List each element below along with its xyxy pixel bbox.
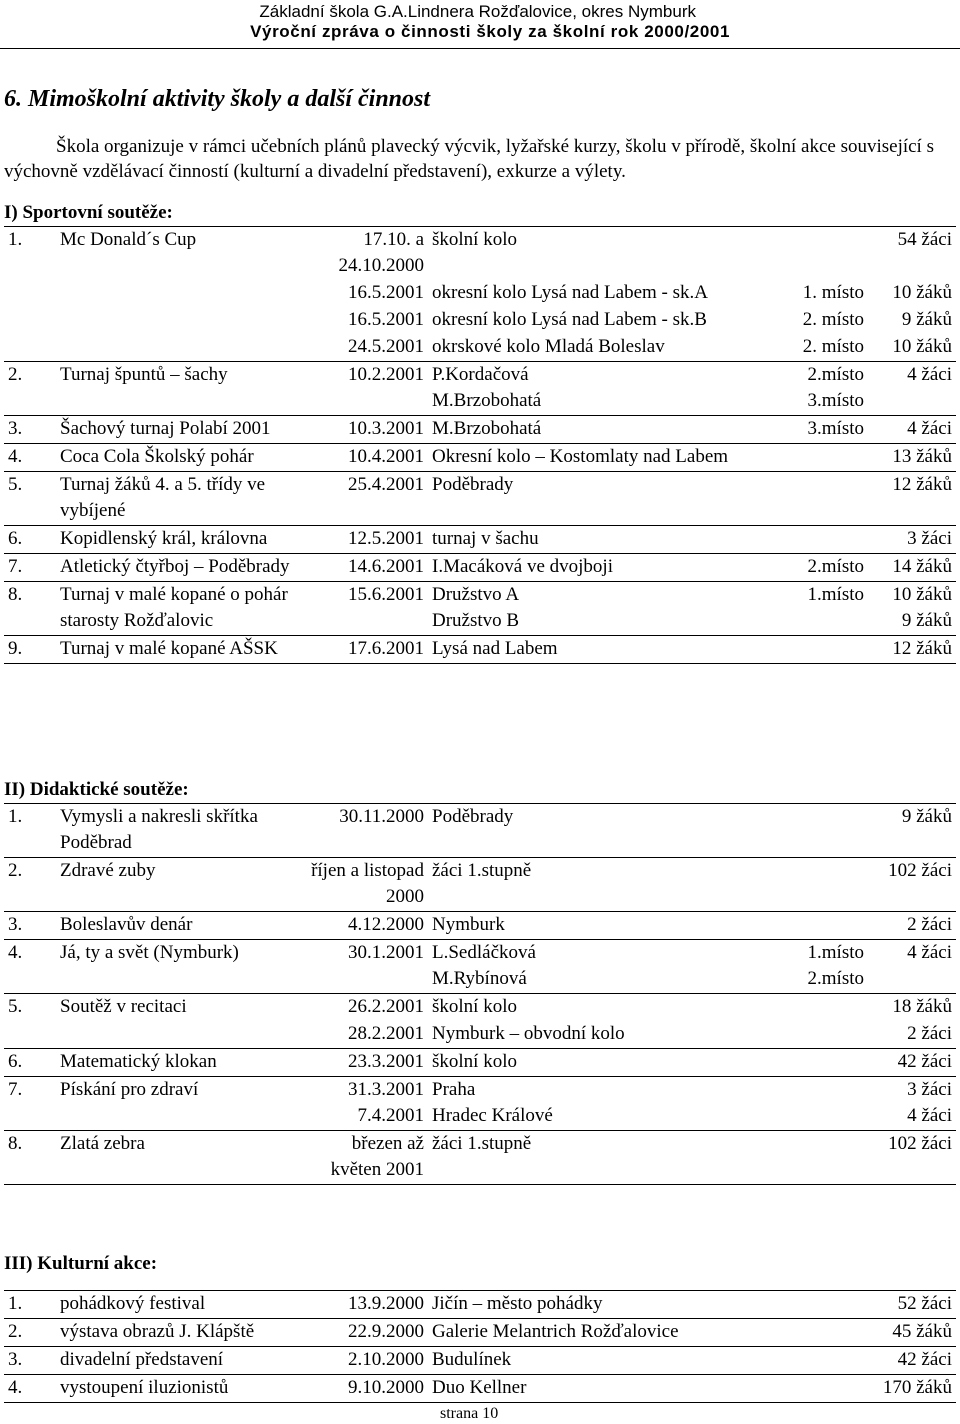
cell-name	[58, 280, 306, 307]
cell-n	[4, 280, 58, 307]
table-row	[4, 1375, 956, 1403]
cell-place: 1. místo	[802, 282, 864, 303]
cell-name	[58, 1021, 306, 1049]
cell-event: Nymburk	[426, 912, 778, 940]
cell-count: 42 žáci	[866, 1049, 956, 1077]
cell-count: 4 žáci	[866, 362, 956, 416]
cultural-table	[4, 1290, 956, 1403]
table-row	[4, 416, 956, 444]
table-row	[4, 636, 956, 664]
cell-place	[778, 1077, 866, 1131]
cell-event: Budulínek	[426, 1347, 778, 1375]
cell-event: Poděbrady	[426, 472, 778, 526]
cell-n: 2.	[4, 1319, 58, 1347]
cell-event: I.Macáková ve dvojboji	[426, 554, 778, 582]
cell-name: výstava obrazů J. Klápště	[58, 1319, 306, 1347]
table-row	[4, 526, 956, 554]
table-row	[4, 1049, 956, 1077]
cell-n: 6.	[4, 526, 58, 554]
cell-count: 102 žáci	[866, 1131, 956, 1185]
cell-n: 2.	[4, 362, 58, 416]
cell-name: Zdravé zuby	[58, 858, 306, 912]
table-row	[4, 334, 956, 362]
cell-name	[58, 334, 306, 362]
cell-n: 7.	[4, 554, 58, 582]
cell-n: 2.	[4, 858, 58, 912]
intro-paragraph: Škola organizuje v rámci učebních plánů plavecký výcvik, lyžařské kurzy, školu v přírodě, školní akce související s výchovně vzdělávací činností (kulturní a divadelní představení), exkurze a výlety.	[4, 136, 934, 182]
table-row	[4, 554, 956, 582]
cell-event: Poděbrady	[426, 804, 778, 858]
cell-name: Turnaj žáků 4. a 5. třídy ve vybíjené	[58, 472, 306, 526]
section-title-cultural: III) Kulturní akce:	[4, 1253, 158, 1274]
cell-place	[778, 994, 866, 1022]
cell-count: 52 žáci	[866, 1291, 956, 1319]
table-row	[4, 582, 956, 636]
cell-n: 1.	[4, 1291, 58, 1319]
cell-count: 10 žáků	[892, 282, 952, 303]
cell-name: Pískání pro zdraví	[58, 1077, 306, 1131]
cell-place: 2. místo	[802, 309, 864, 330]
cell-date: 26.2.2001	[306, 994, 426, 1022]
table-row	[4, 362, 956, 416]
cell-name: Atletický čtyřboj – Poděbrady	[58, 554, 306, 582]
cell-count: 18 žáků	[866, 994, 956, 1022]
cell-place	[778, 1375, 866, 1403]
cell-count: 45 žáků	[866, 1319, 956, 1347]
section-title-sports: I) Sportovní soutěže:	[4, 202, 173, 223]
cell-date: 22.9.2000	[306, 1319, 426, 1347]
cell-n: 7.	[4, 1077, 58, 1131]
table-row	[4, 1021, 956, 1049]
cell-n	[4, 307, 58, 334]
cell-name: Boleslavův denár	[58, 912, 306, 940]
cell-name: Matematický klokan	[58, 1049, 306, 1077]
cell-count: 2 žáci	[866, 912, 956, 940]
cell-place	[778, 526, 866, 554]
cell-count: 4 žáci	[866, 416, 956, 444]
cell-event: M.Brzobohatá	[426, 416, 778, 444]
cell-n: 8.	[4, 582, 58, 636]
cell-n: 1.	[4, 227, 58, 281]
cell-place: 1.místo	[778, 582, 866, 636]
didactic-table	[4, 803, 956, 1185]
cell-place	[778, 1319, 866, 1347]
section-heading: 6. Mimoškolní aktivity školy a další činnost	[4, 86, 431, 112]
cell-event: L.Sedláčková M.Rybínová	[426, 940, 778, 994]
cell-n: 9.	[4, 636, 58, 664]
cell-place	[778, 1347, 866, 1375]
cell-place	[778, 1131, 866, 1185]
table-row	[4, 472, 956, 526]
cell-count: 54 žáci	[866, 227, 956, 281]
cell-event: školní kolo	[426, 994, 778, 1022]
cell-count: 102 žáci	[866, 858, 956, 912]
cell-count: 10 žáků	[866, 334, 956, 362]
cell-place	[778, 804, 866, 858]
cell-date: 24.5.2001	[306, 334, 426, 362]
cell-n: 3.	[4, 1347, 58, 1375]
cell-name: Kopidlenský král, královna	[58, 526, 306, 554]
cell-date: 23.3.2001	[306, 1049, 426, 1077]
table-row	[4, 858, 956, 912]
cell-n	[4, 334, 58, 362]
table-row	[4, 307, 956, 334]
cell-place: 1.místo 2.místo	[778, 940, 866, 994]
table-row	[4, 1077, 956, 1131]
cell-n: 4.	[4, 940, 58, 994]
cell-name: Soutěž v recitaci	[58, 994, 306, 1022]
table-row	[4, 1291, 956, 1319]
cell-name	[58, 307, 306, 334]
cell-count: 3 žáci 4 žáci	[866, 1077, 956, 1131]
cell-count: 170 žáků	[866, 1375, 956, 1403]
cell-date: 16.5.2001	[348, 282, 424, 303]
table-row	[4, 912, 956, 940]
header-report-title: Výroční zpráva o činnosti školy za školní rok 2000/2001	[250, 22, 730, 41]
cell-n: 4.	[4, 444, 58, 472]
cell-date: 4.12.2000	[306, 912, 426, 940]
cell-count: 13 žáků	[866, 444, 956, 472]
section-title-didactic: II) Didaktické soutěže:	[4, 779, 189, 800]
cell-n: 4.	[4, 1375, 58, 1403]
cell-n: 6.	[4, 1049, 58, 1077]
cell-date: 10.2.2001	[306, 362, 426, 416]
cell-event: okresní kolo Lysá nad Labem - sk.A	[432, 282, 708, 303]
cell-name: pohádkový festival	[58, 1291, 306, 1319]
cell-event: žáci 1.stupně	[426, 858, 778, 912]
cell-n: 5.	[4, 994, 58, 1022]
cell-name: Turnaj v malé kopané AŠSK	[58, 636, 306, 664]
cell-event: Okresní kolo – Kostomlaty nad Labem	[426, 444, 778, 472]
cell-name: vystoupení iluzionistů	[58, 1375, 306, 1403]
cell-place	[778, 858, 866, 912]
cell-name: Mc Donald´s Cup	[58, 227, 306, 281]
cell-n: 8.	[4, 1131, 58, 1185]
cell-date: 15.6.2001	[306, 582, 426, 636]
cell-event: Galerie Melantrich Rožďalovice	[426, 1319, 778, 1347]
cell-event: Praha Hradec Králové	[426, 1077, 778, 1131]
cell-n: 3.	[4, 912, 58, 940]
cell-event: žáci 1.stupně	[426, 1131, 778, 1185]
cell-place: 2. místo	[778, 334, 866, 362]
cell-event: P.Kordačová M.Brzobohatá	[426, 362, 778, 416]
cell-date: 12.5.2001	[306, 526, 426, 554]
cell-date: 28.2.2001	[306, 1021, 426, 1049]
cell-name: Šachový turnaj Polabí 2001	[58, 416, 306, 444]
cell-date: říjen a listopad 2000	[306, 858, 426, 912]
table-row	[4, 1131, 956, 1185]
table-row	[4, 280, 956, 307]
cell-name: divadelní představení	[58, 1347, 306, 1375]
cell-count: 2 žáci	[866, 1021, 956, 1049]
cell-date: 17.6.2001	[306, 636, 426, 664]
cell-place	[778, 444, 866, 472]
cell-name: Zlatá zebra	[58, 1131, 306, 1185]
cell-count: 9 žáků	[901, 309, 952, 330]
cell-name: Vymysli a nakresli skřítka Poděbrad	[58, 804, 306, 858]
cell-event: Nymburk – obvodní kolo	[426, 1021, 778, 1049]
header-school-name: Základní škola G.A.Lindnera Rožďalovice, okres Nymburk	[259, 2, 696, 21]
cell-place	[778, 227, 866, 281]
cell-n: 1.	[4, 804, 58, 858]
cell-date: 14.6.2001	[306, 554, 426, 582]
cell-date: březen až květen 2001	[306, 1131, 426, 1185]
cell-event: Lysá nad Labem	[426, 636, 778, 664]
cell-event: Jičín – město pohádky	[426, 1291, 778, 1319]
cell-date: 25.4.2001	[306, 472, 426, 526]
table-row	[4, 994, 956, 1022]
cell-count: 4 žáci	[866, 940, 956, 994]
cell-place	[778, 1049, 866, 1077]
cell-date: 31.3.2001 7.4.2001	[306, 1077, 426, 1131]
cell-place	[778, 1021, 866, 1049]
cell-n: 5.	[4, 472, 58, 526]
cell-event: Duo Kellner	[426, 1375, 778, 1403]
table-row	[4, 1319, 956, 1347]
cell-event: Družstvo A Družstvo B	[426, 582, 778, 636]
cell-date: 17.10. a 24.10.2000	[306, 227, 426, 281]
cell-event: okresní kolo Lysá nad Labem - sk.B	[432, 309, 707, 330]
sports-table	[4, 226, 956, 664]
cell-count: 14 žáků	[866, 554, 956, 582]
cell-place	[778, 636, 866, 664]
cell-count: 12 žáků	[866, 472, 956, 526]
cell-count: 3 žáci	[866, 526, 956, 554]
cell-place: 2.místo	[778, 554, 866, 582]
table-row	[4, 227, 956, 281]
cell-event: okrskové kolo Mladá Boleslav	[426, 334, 778, 362]
cell-date: 9.10.2000	[306, 1375, 426, 1403]
cell-date: 10.3.2001	[306, 416, 426, 444]
cell-count: 12 žáků	[866, 636, 956, 664]
cell-date: 16.5.2001	[348, 309, 424, 330]
cell-name: Já, ty a svět (Nymburk)	[58, 940, 306, 994]
cell-count: 9 žáků	[866, 804, 956, 858]
page-number: strana 10	[440, 1405, 499, 1422]
cell-n	[4, 1021, 58, 1049]
cell-place	[778, 1291, 866, 1319]
cell-name: Coca Cola Školský pohár	[58, 444, 306, 472]
cell-event: školní kolo	[426, 1049, 778, 1077]
table-row	[4, 1347, 956, 1375]
cell-n: 3.	[4, 416, 58, 444]
cell-place: 3.místo	[778, 416, 866, 444]
table-row	[4, 804, 956, 858]
cell-place	[778, 472, 866, 526]
cell-date: 30.11.2000	[306, 804, 426, 858]
cell-date: 2.10.2000	[306, 1347, 426, 1375]
cell-count: 10 žáků 9 žáků	[866, 582, 956, 636]
cell-count: 42 žáci	[866, 1347, 956, 1375]
cell-place: 2.místo 3.místo	[778, 362, 866, 416]
cell-date: 30.1.2001	[306, 940, 426, 994]
cell-name: Turnaj v malé kopané o pohár starosty Rožďalovic	[58, 582, 306, 636]
cell-place	[778, 912, 866, 940]
cell-date: 13.9.2000	[306, 1291, 426, 1319]
table-row	[4, 940, 956, 994]
cell-event: turnaj v šachu	[426, 526, 778, 554]
cell-name: Turnaj špuntů – šachy	[58, 362, 306, 416]
table-row	[4, 444, 956, 472]
cell-event: školní kolo	[426, 227, 778, 281]
cell-date: 10.4.2001	[306, 444, 426, 472]
page-header	[0, 0, 960, 49]
